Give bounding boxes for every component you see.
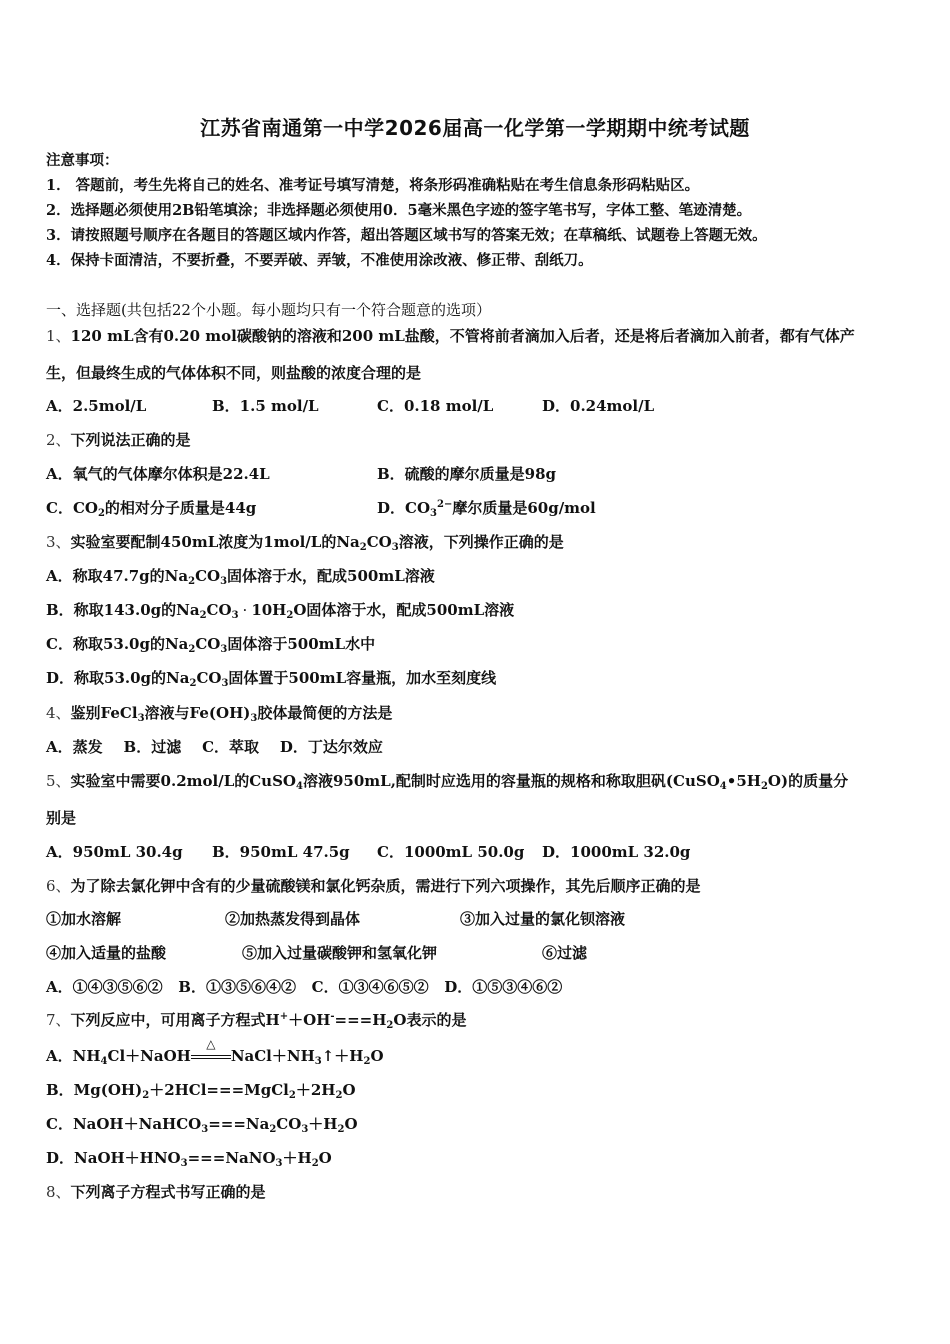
question-number: 2、 [46,431,71,449]
q6-step-1: ①加水溶解 [46,910,122,928]
question-5 [46,771,848,791]
q7-option-d[interactable]: D．$NaOH+HNO_3===NaNO_3+H_2O$ [46,1149,332,1169]
question-4 [46,703,392,723]
q7-option-a[interactable]: A．$NH_4Cl+NaOH$ △ $NaCl+NH_3↑+H_2O$ [46,1037,384,1067]
q5-option-d[interactable]: D．1000mL 32.0g [542,843,691,861]
q2-option-c[interactable]: C．$CO_2$的相对分子质量是44g [46,499,257,519]
q5-option-b[interactable]: B．950mL 47.5g [212,843,350,861]
question-8 [46,1182,266,1202]
question-number: 3、 [46,533,71,551]
notice-item-3: 3．请按照题号顺序在各题目的答题区域内作答，超出答题区域书写的答案无效；在草稿纸、试题卷上答题无效。 [46,227,767,244]
question-3 [46,532,564,552]
question-5-line-2: 别是 [46,809,77,827]
notice-item-1: 1． 答题前，考生先将自己的姓名、准考证号填写清楚，将条形码准确粘贴在考生信息条形码粘贴区。 [46,177,700,194]
q6-step-3: ③加入过量的氯化钡溶液 [460,910,626,928]
question-stem: 120 mL含有0.20 mol碳酸钠的溶液和200 mL盐酸，不管将前者滴加入后者，还是将后者滴加入前者，都有气体产 [70,327,855,345]
question-stem: 为了除去氯化钾中含有的少量硫酸镁和氯化钙杂质，需进行下列六项操作，其先后顺序正确的是 [70,877,701,895]
q3-option-b[interactable]: B．称取143.0g的$Na_2CO_3 \cdot 10H_2O$固体溶于水，配成500mL溶液 [46,601,515,621]
q1-option-d[interactable]: D．0.24mol/L [542,397,655,415]
question-number: 7、 [46,1011,71,1029]
question-stem: 下列反应中，可用离子方程式$H^++OH^-===H_2O$表示的是 [70,1011,467,1031]
q6-step-6: ⑥过滤 [542,944,588,962]
q3-option-d[interactable]: D．称取53.0g的$Na_2CO_3$固体置于500mL容量瓶，加水至刻度线 [46,669,497,689]
question-1-line-2: 生，但最终生成的气体体积不同，则盐酸的浓度合理的是 [46,364,422,382]
q1-option-c[interactable]: C．0.18 mol/L [377,397,494,415]
q6-options[interactable]: A．①④③⑤⑥② B．①③⑤⑥④② C．①③④⑥⑤② D．①⑤③④⑥② [46,978,563,996]
q5-option-a[interactable]: A．950mL 30.4g [46,843,183,861]
q2-option-d[interactable]: D．$CO_3^{2-}$摩尔质量是60g/mol [377,499,596,519]
question-7 [46,1010,466,1030]
page-title: 江苏省南通第一中学2026届高一化学第一学期期中统考试题 [200,116,750,140]
heating-equals-sign: △ [191,1046,231,1066]
question-6 [46,876,701,896]
question-2 [46,430,191,450]
q1-option-b[interactable]: B．1.5 mol/L [212,397,319,415]
notice-heading: 注意事项： [46,152,119,169]
q1-option-a[interactable]: A．2.5mol/L [46,397,147,415]
question-1 [46,326,855,346]
q2-option-a[interactable]: A．氧气的气体摩尔体积是22.4L [46,465,270,483]
q2-option-b[interactable]: B．硫酸的摩尔质量是98g [377,465,557,483]
question-stem: 实验室要配制450mL浓度为1mol/L的$Na_2CO_3$溶液，下列操作正确的是 [70,533,564,553]
notice-item-4: 4．保持卡面清洁，不要折叠，不要弄破、弄皱，不准使用涂改液、修正带、刮纸刀。 [46,252,593,269]
q5-option-c[interactable]: C．1000mL 50.0g [377,843,525,861]
question-number: 1、 [46,327,71,345]
q7-option-c[interactable]: C．$NaOH+NaHCO_3===Na_2CO_3+H_2O$ [46,1115,358,1135]
q7-option-b[interactable]: B．$Mg(OH)_2+2HCl===MgCl_2+2H_2O$ [46,1081,356,1101]
question-stem: 下列离子方程式书写正确的是 [70,1183,266,1201]
section-heading: 一、选择题(共包括22个小题。每小题均只有一个符合题意的选项） [46,301,491,319]
notice-item-2: 2．选择题必须使用2B铅笔填涂；非选择题必须使用0．5毫米黑色字迹的签字笔书写，字体工整、笔迹清楚。 [46,202,752,219]
q3-option-a[interactable]: A．称取47.7g的$Na_2CO_3$固体溶于水，配成500mL溶液 [46,567,435,587]
question-number: 8、 [46,1183,71,1201]
question-stem: 鉴别FeCl$_3$溶液与$Fe(OH)_3$胶体最简便的方法是 [70,704,393,724]
q6-step-2: ②加热蒸发得到晶体 [225,910,361,928]
q6-step-5: ⑤加入过量碳酸钾和氢氧化钾 [242,944,438,962]
question-stem: 下列说法正确的是 [70,431,191,449]
q3-option-c[interactable]: C．称取53.0g的$Na_2CO_3$固体溶于500mL水中 [46,635,376,655]
q6-step-4: ④加入适量的盐酸 [46,944,167,962]
q4-options[interactable]: A．蒸发 B．过滤 C．萃取 D．丁达尔效应 [46,738,383,756]
question-number: 6、 [46,877,71,895]
question-stem: 实验室中需要0.2mol/L的CuSO$_4$溶液950mL,配制时应选用的容量瓶的规格和称取胆矾$(CuSO_4•5H_2O)$的质量分 [70,772,849,792]
question-number: 5、 [46,772,71,790]
question-number: 4、 [46,704,71,722]
